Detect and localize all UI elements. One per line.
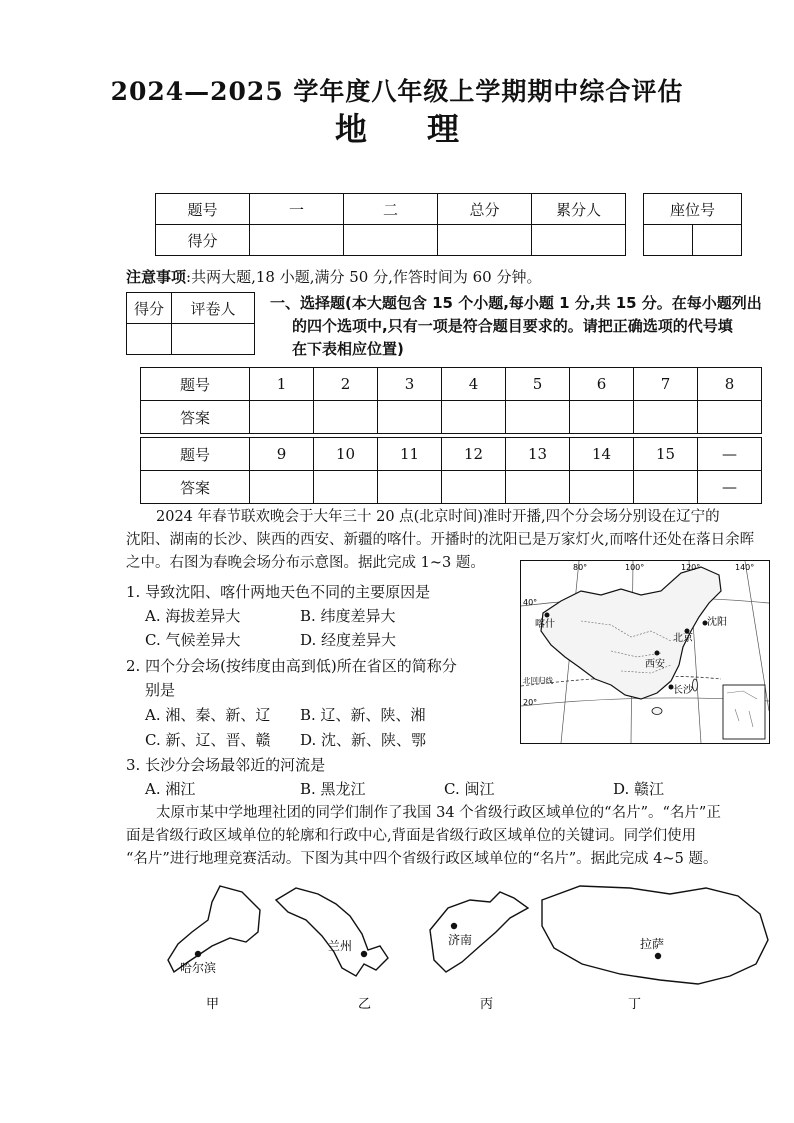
- answer-cell[interactable]: [314, 471, 378, 504]
- score-header-cell: 二: [344, 194, 438, 225]
- grader-name-cell[interactable]: [172, 324, 255, 355]
- passage1-line1: 2024 年春节联欢晚会于大年三十 20 点(北京时间)准时开播,四个分会场分别设在辽宁的: [156, 509, 720, 525]
- lon-label: 80°: [573, 563, 588, 572]
- question-2-stem-cont: 别是: [145, 681, 176, 699]
- q2-option-d[interactable]: D. 沈、新、陕、鄂: [300, 731, 427, 749]
- card-label-bing: 丙: [480, 997, 494, 1012]
- score-cell[interactable]: [344, 225, 438, 256]
- q3-option-d[interactable]: D. 赣江: [613, 780, 665, 798]
- answer-cell[interactable]: [442, 471, 506, 504]
- section1-instructions: [270, 292, 780, 361]
- section1-line2: 的四个选项中,只有一项是符合题目要求的。请把正确选项的代号填: [292, 317, 733, 335]
- answer-cell[interactable]: [250, 471, 314, 504]
- province-cards: [150, 880, 790, 1020]
- score-cell[interactable]: [532, 225, 626, 256]
- q3-option-a[interactable]: A. 湘江: [145, 780, 196, 798]
- city-label-shenyang: 沈阳: [707, 617, 727, 628]
- q1-option-d[interactable]: D. 经度差异大: [300, 631, 397, 649]
- answer-cell[interactable]: [506, 401, 570, 434]
- answer-cell[interactable]: [506, 471, 570, 504]
- question-1-stem: 1. 导致沈阳、喀什两地天色不同的主要原因是: [126, 583, 431, 601]
- grader-table: [126, 292, 255, 355]
- score-header-cell: 一: [250, 194, 344, 225]
- answer-header-cell: 题号: [141, 368, 250, 401]
- answer-cell[interactable]: [634, 471, 698, 504]
- seat-cell[interactable]: [693, 225, 742, 256]
- q3-option-b[interactable]: B. 黑龙江: [300, 780, 366, 798]
- city-dot-kashgar: [545, 613, 550, 618]
- card-city-jinan: 济南: [448, 933, 473, 947]
- q2-option-b[interactable]: B. 辽、新、陕、湘: [300, 706, 426, 724]
- section1-line3: 在下表相应位置): [292, 340, 404, 358]
- answer-header-cell: 14: [570, 438, 634, 471]
- answer-header-cell: 8: [698, 368, 762, 401]
- q2-option-c[interactable]: C. 新、辽、晋、赣: [145, 731, 271, 749]
- answer-header-cell: 9: [250, 438, 314, 471]
- notice: [126, 266, 541, 287]
- lon-label: 100°: [625, 563, 645, 572]
- province-cards-svg: [150, 880, 790, 1020]
- city-dot-lhasa: [655, 953, 661, 959]
- notice-label: 注意事项: [126, 268, 187, 286]
- card-gansu-outline: [276, 888, 388, 976]
- notice-text: :共两大题,18 小题,满分 50 分,作答时间为 60 分钟。: [186, 268, 542, 286]
- section1-heading: 一、选择题: [270, 294, 346, 312]
- answer-header-cell: 2: [314, 368, 378, 401]
- card-shandong-outline: [430, 892, 528, 972]
- answer-cell-dash: —: [698, 471, 762, 504]
- card-city-lanzhou: 兰州: [328, 939, 353, 953]
- answer-cell[interactable]: [570, 401, 634, 434]
- passage1-line3: 之中。右图为春晚会场分布示意图。据此完成 1~3 题。: [126, 555, 485, 571]
- answer-header-cell: —: [698, 438, 762, 471]
- lon-label: 140°: [735, 563, 755, 572]
- passage2-line3: “名片”进行地理竞赛活动。下图为其中四个省级行政区域单位的“名片”。据此完成 4~5 题。: [126, 851, 718, 867]
- answer-header-cell: 6: [570, 368, 634, 401]
- city-label-kashgar: 喀什: [535, 619, 555, 630]
- lon-label: 120°: [681, 563, 701, 572]
- card-label-jia: 甲: [206, 997, 220, 1012]
- card-heilongjiang-outline: [168, 886, 260, 972]
- city-dot-xian: [655, 651, 660, 656]
- answer-header-cell: 7: [634, 368, 698, 401]
- answer-header-cell: 11: [378, 438, 442, 471]
- score-cell[interactable]: [250, 225, 344, 256]
- answer-row-label: 答案: [141, 471, 250, 504]
- score-header-cell: 累分人: [532, 194, 626, 225]
- answer-cell[interactable]: [378, 471, 442, 504]
- answer-cell[interactable]: [634, 401, 698, 434]
- passage1-line2: 沈阳、湖南的长沙、陕西的西安、新疆的喀什。开播时的沈阳已是万家灯火,而喀什还处在落日余晖: [126, 532, 755, 548]
- card-label-yi: 乙: [358, 997, 372, 1012]
- city-dot-jinan: [451, 923, 457, 929]
- seat-label: 座位号: [644, 194, 742, 225]
- south-sea-inset: [723, 685, 765, 739]
- answer-header-cell: 12: [442, 438, 506, 471]
- question-2-stem: 2. 四个分会场(按纬度由高到低)所在省区的简称分: [126, 657, 457, 675]
- answer-header-cell: 10: [314, 438, 378, 471]
- answer-header-cell: 1: [250, 368, 314, 401]
- card-city-lhasa: 拉萨: [640, 937, 665, 951]
- exam-title: 2024—2025 学年度八年级上学期期中综合评估: [110, 77, 684, 106]
- lat-label: 20°: [523, 698, 538, 707]
- score-header-cell: 题号: [156, 194, 250, 225]
- answer-header-cell: 13: [506, 438, 570, 471]
- answer-header-cell: 题号: [141, 438, 250, 471]
- passage2-line1: 太原市某中学地理社团的同学们制作了我国 34 个省级行政区域单位的“名片”。“名片”正: [156, 805, 721, 821]
- lat-label: 40°: [523, 598, 538, 607]
- hainan-island: [652, 708, 662, 715]
- city-label-beijing: 北京: [673, 633, 693, 644]
- card-tibet-outline: [542, 886, 768, 984]
- score-row-label: 得分: [156, 225, 250, 256]
- answer-table: [140, 367, 762, 504]
- grader-label: 评卷人: [172, 293, 255, 324]
- q1-option-a[interactable]: A. 海拔差异大: [145, 607, 241, 625]
- seat-table: [643, 193, 742, 256]
- answer-cell[interactable]: [250, 401, 314, 434]
- city-label-xian: 西安: [645, 659, 665, 670]
- city-label-changsha: 长沙: [673, 685, 693, 696]
- tropic-label: 北回归线: [523, 676, 553, 685]
- question-3-stem: 3. 长沙分会场最邻近的河流是: [126, 756, 326, 774]
- answer-header-cell: 3: [378, 368, 442, 401]
- answer-header-cell: 4: [442, 368, 506, 401]
- q2-option-a[interactable]: A. 湘、秦、新、辽: [145, 706, 271, 724]
- section1-line1: (本大题包含 15 个小题,每小题 1 分,共 15 分。在每小题列出: [345, 294, 762, 312]
- q1-option-c[interactable]: C. 气候差异大: [145, 631, 241, 649]
- city-dot-lanzhou: [361, 951, 367, 957]
- card-city-harbin: 哈尔滨: [180, 961, 217, 975]
- card-label-ding: 丁: [628, 997, 642, 1012]
- city-dot-harbin: [195, 951, 201, 957]
- passage2-line2: 面是省级行政区域单位的轮廓和行政中心,背面是省级行政区域单位的关键词。同学们使用: [126, 828, 697, 844]
- answer-cell[interactable]: [570, 471, 634, 504]
- answer-row-label: 答案: [141, 401, 250, 434]
- score-cell[interactable]: [438, 225, 532, 256]
- answer-cell[interactable]: [314, 401, 378, 434]
- q1-option-b[interactable]: B. 纬度差异大: [300, 607, 396, 625]
- grader-score-label: 得分: [127, 293, 172, 324]
- score-header-cell: 总分: [438, 194, 532, 225]
- answer-header-cell: 5: [506, 368, 570, 401]
- subject-title: 地理: [334, 110, 519, 148]
- china-map: [520, 560, 770, 744]
- taiwan-island: [693, 679, 698, 691]
- score-table: [155, 193, 626, 256]
- seat-cell[interactable]: [644, 225, 693, 256]
- answer-cell[interactable]: [378, 401, 442, 434]
- china-map-svg: [521, 561, 769, 743]
- grader-score-cell[interactable]: [127, 324, 172, 355]
- answer-cell[interactable]: [442, 401, 506, 434]
- answer-header-cell: 15: [634, 438, 698, 471]
- q3-option-c[interactable]: C. 闽江: [444, 780, 495, 798]
- answer-cell[interactable]: [698, 401, 762, 434]
